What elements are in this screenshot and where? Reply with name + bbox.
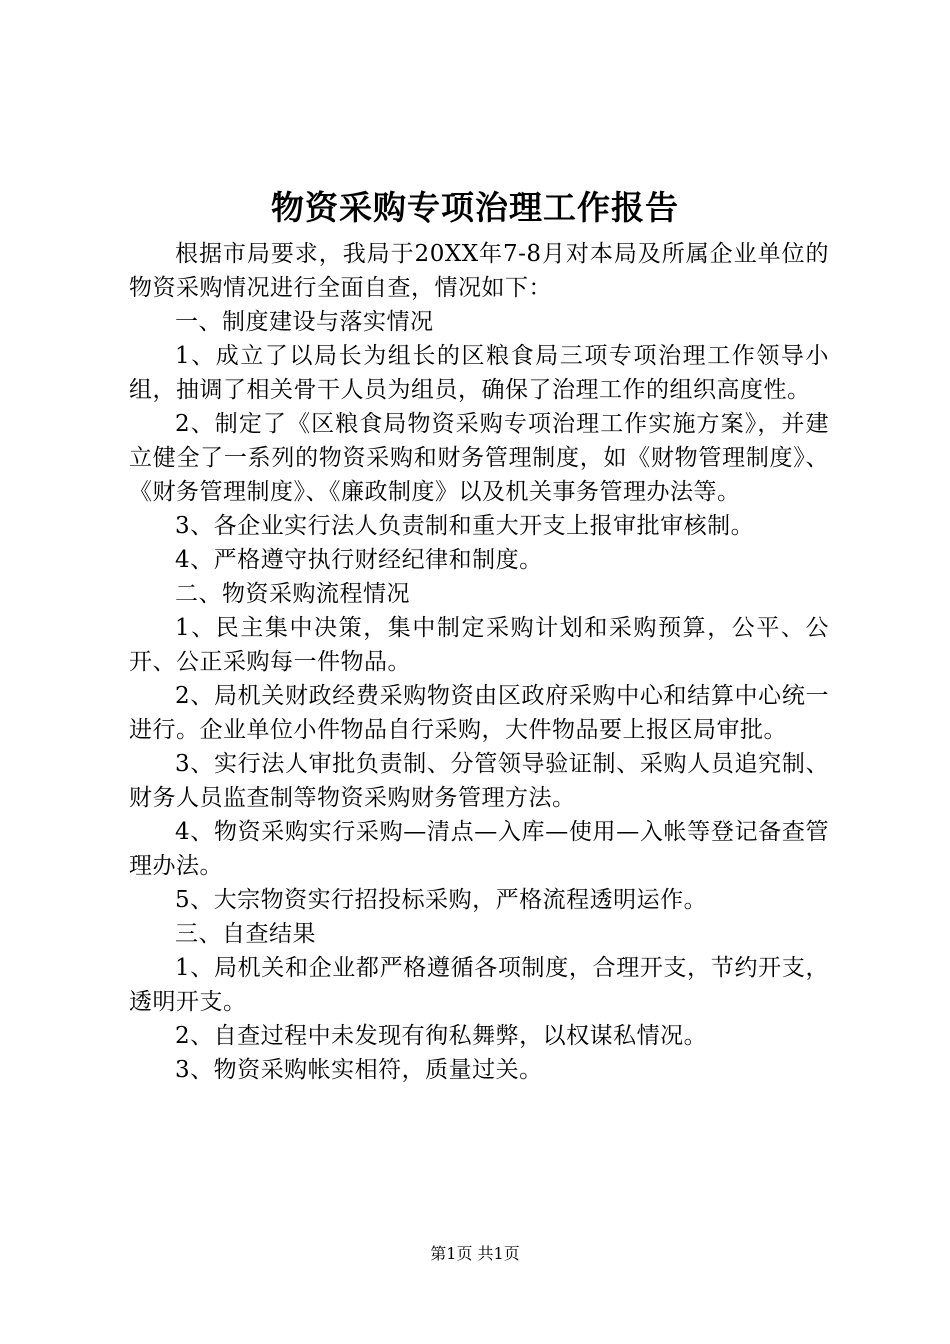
intro-paragraph: 根据市局要求，我局于20XX年7-8月对本局及所属企业单位的物资采购情况进行全面自查，情况如下：	[129, 241, 829, 301]
paragraph: 4、物资采购实行采购—清点—入库—使用—入帐等登记备查管理办法。	[129, 819, 829, 879]
document-title: 物资采购专项治理工作报告	[271, 188, 679, 227]
paragraph: 4、严格遵守执行财经纪律和制度。	[175, 547, 543, 573]
paragraph: 3、各企业实行法人负责制和重大开支上报审批审核制。	[175, 513, 755, 539]
paragraph: 3、实行法人审批负责制、分管领导验证制、采购人员追究制、财务人员监查制等物资采购财务管理方法。	[129, 751, 829, 811]
paragraph: 2、局机关财政经费采购物资由区政府采购中心和结算中心统一进行。企业单位小件物品自行采购，大件物品要上报区局审批。	[129, 683, 829, 743]
paragraph: 2、制定了《区粮食局物资采购专项治理工作实施方案》，并建立健全了一系列的物资采购和财务管理制度，如《财物管理制度》、《财务管理制度》、《廉政制度》以及机关事务管理办法等。	[129, 411, 829, 505]
document-body	[129, 237, 829, 1087]
page-footer: 第1页 共1页	[430, 1244, 520, 1263]
paragraph: 1、成立了以局长为组长的区粮食局三项专项治理工作领导小组，抽调了相关骨干人员为组员，确保了治理工作的组织高度性。	[129, 343, 829, 403]
paragraph: 5、大宗物资实行招投标采购，严格流程透明运作。	[175, 887, 708, 913]
section-heading-1: 一、制度建设与落实情况	[175, 309, 434, 335]
paragraph: 3、物资采购帐实相符，质量过关。	[175, 1057, 543, 1083]
section-heading-2: 二、物资采购流程情况	[175, 581, 410, 607]
section-heading-3: 三、自查结果	[175, 921, 316, 947]
paragraph: 1、局机关和企业都严格遵循各项制度，合理开支，节约开支，透明开支。	[129, 955, 829, 1015]
paragraph: 2、自查过程中未发现有徇私舞弊，以权谋私情况。	[175, 1023, 708, 1049]
paragraph: 1、民主集中决策，集中制定采购计划和采购预算，公平、公开、公正采购每一件物品。	[129, 615, 829, 675]
